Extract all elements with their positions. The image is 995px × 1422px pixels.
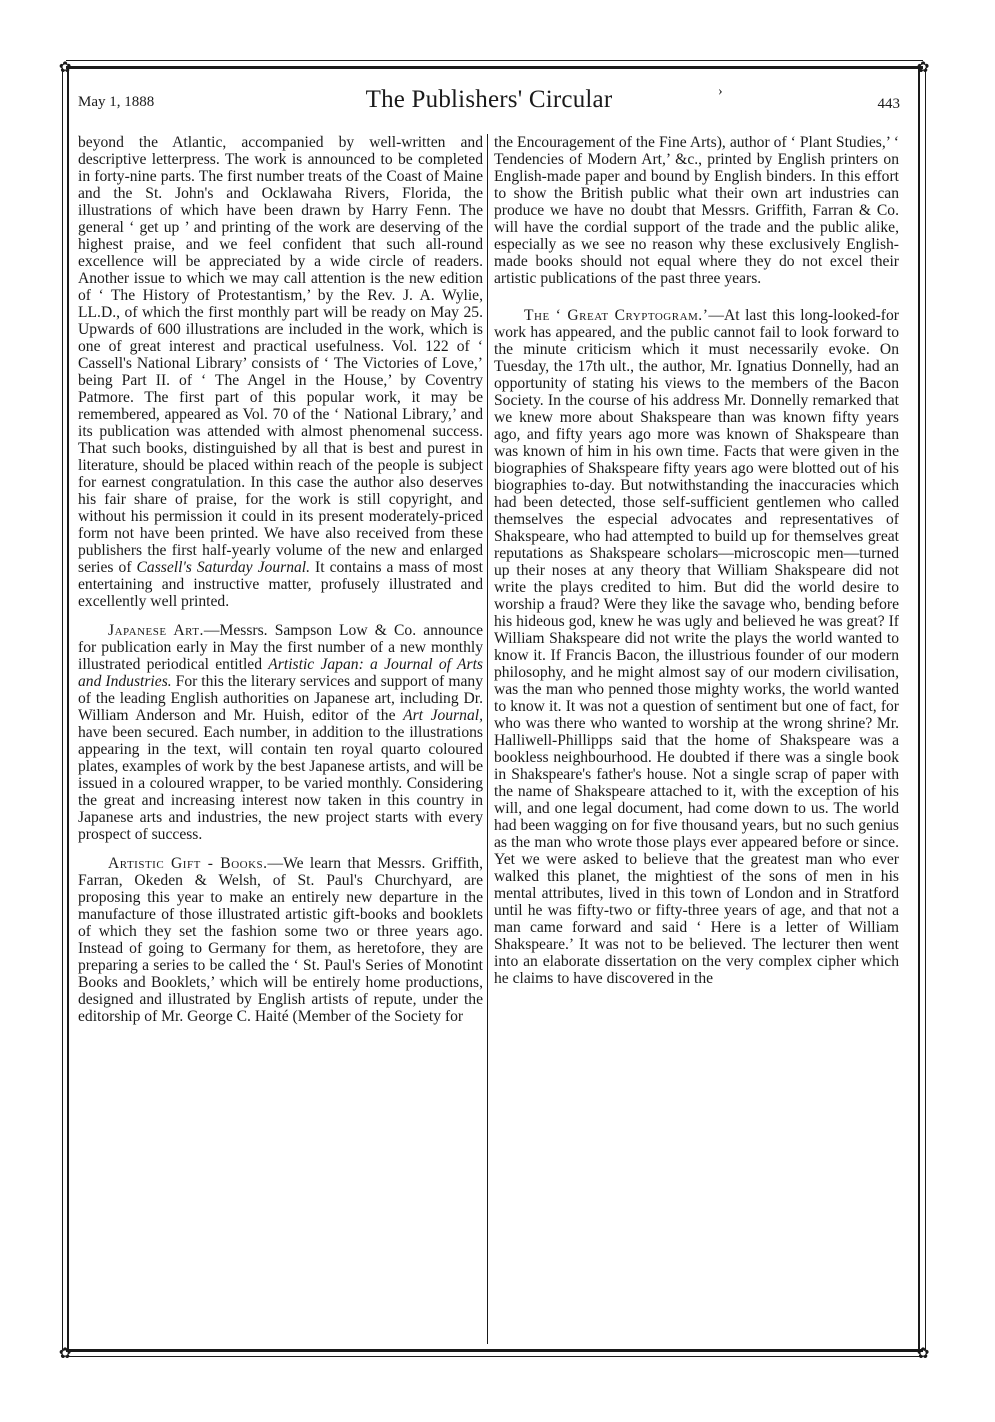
intro-text: beyond the Atlantic, accompanied by well-written and descriptive letterpress. The work is announced to be completed in forty-nine parts. The first number treats of the Coast of Maine and the St. John's and Ocklawaha Rivers, Florida, the illustrations of which have been drawn by Harry Fenn. The general ‘ get up ’ and printing of the work are deserving of the highest praise, and we feel confident that such all-round excellence will be appreciated by a wide circle of readers. Another issue to which we may call attention is the new edition of ‘ The History of Protestantism,’ by the Rev. J. A. Wylie, LL.D., of which the first monthly part will be ready on May 25. Upwards of 600 illustrations are included in the work, which is one of great interest and practical usefulness. Vol. 122 of ‘ Cassell's National Library’ consists of ‘ The Victories of Love,’ being Part II. of ‘ The Angel in the House,’ by Coventry Patmore. The first part of this popular work, it may be remembered, appeared as Vol. 70 of the ‘ National Library,’ and its publication was attended with almost phenomenal success. That such books, distinguished by all that is best and purest in literature, should be placed within reach of the people is subject for earnest congratulation. In this case the author also deserves his fair share of praise, for the work is still copyright, and without his permission it could in its present moderately-priced form not have been printed. We have also received from these publishers the first half-yearly volume of the new and enlarged series of	[78, 134, 483, 576]
section-heading-great-cryptogram: The ‘ Great Cryptogram.’	[524, 307, 709, 324]
journal-title: The Publishers' Circular	[365, 86, 613, 113]
great-cryptogram-paragraph	[494, 307, 899, 987]
left-column	[78, 134, 483, 1025]
right-rule-outer	[925, 68, 926, 1350]
intro-italic-title: Cassell's Saturday Journal.	[136, 559, 311, 576]
section-heading-artistic-gift-books: Artistic Gift - Books.	[108, 855, 268, 872]
journal-name: Art Journal,	[403, 707, 483, 724]
great-cryptogram-text: —At last this long-looked-for work has appeared, and the public cannot fail to look forward to the minute criticism which it must necessarily evoke. On Tuesday, the 17th ult., the author, Mr. Ignatius Donnelly, had an opportunity of stating his views to the members of the Bacon Society. In the course of his address Mr. Donnelly remarked that we knew more about Shakspeare than was known fifty years ago, and fifty years ago more was known of Shakspeare than was known of him in his own time. Facts that were given in the biographies of Shakspeare fifty years ago were blotted out of his biographies to-day. But notwithstanding the inaccuracies which had been detected, those self-sufficient gentlemen who called themselves the especial advocates and representatives of Shakspeare, who had attempted to build up for themselves great reputations as Shakspeare scholars—microscopic men—turned up their noses at any theory that William Shakspeare did not write the plays credited to him. But did the world desire to worship a fraud? Were they like the savage who, bending before his hideous god, knew he was ugly and believed he was great? If William Shakspeare did not write the plays the world wanted to know it. If Francis Bacon, the illustrious founder of our modern philosophy, and he might almost say of our modern civilisation, was the man who penned those mighty works, the world wanted to know it. It was not a question of sentiment but one of fact, for who was there who wanted to worship at the wrong shrine? Mr. Halliwell-Phillipps said that the home of Shakspeare was a bookless neighbourhood. He doubted if there was a single book in Shakspeare's father's house. Not a single scrap of paper with the name of Shakspeare attached to it, with the exception of his will, and one legal document, had come down to us. The world had been wagging on for five thousand years, but no such genius as the man who wrote those plays ever appeared before or since. Yet we were asked to believe that the greatest man who ever walked this planet, the mightiest of the sons of men in his mental attributes, lived in this town of London and in Stratford until he was fifty-two or fifty-three years of age, and that not a man came forward and said ‘ Here is a letter of William Shakspeare.’ It was not to be believed. The lecturer then went into an elaborate dissertation on the very complex cipher which he claims to have discovered in the	[494, 307, 899, 987]
periodical-title: Artistic Japan: a Journal of Arts and Industries.	[78, 656, 483, 690]
japanese-art-text: have been secured. Each number, in addition to the illustrations appearing in the text, will contain ten royal quarto coloured plates, examples of work by the best Japanese artists, and will be issued in a coloured wrapper, to be varied monthly. Considering the great and increasing interest now taken in this country in Japanese arts and industries, the new project starts with every prospect of success.	[78, 724, 483, 843]
continuation-paragraph: the Encouragement of the Fine Arts), author of ‘ Plant Studies,’ ‘ Tendencies of Modern Art,’ &c., printed by English printers on English-made paper and bound by English binders. In this effort to show the British public what their own art industries can produce we have no doubt that Messrs. Griffith, Farran & Co. will have the cordial support of the trade and the public alike, especially as we see no reason why these exclusively English-made books should not equal where they do not excel their artistic publications of the past three years.	[494, 134, 899, 287]
left-rule-outer	[62, 68, 63, 1350]
corner-ornament-icon: ✿	[58, 1344, 72, 1362]
japanese-art-text: For this the literary services and support of many of the leading English authorities on Japanese art, including Dr. William Anderson and Mr. Huish, editor of the	[78, 673, 483, 724]
margin-mark: ›	[718, 84, 723, 99]
top-rule-inner	[66, 66, 923, 69]
japanese-art-paragraph	[78, 622, 483, 843]
issue-date: May 1, 1888	[78, 94, 155, 110]
artistic-gift-books-paragraph	[78, 855, 483, 1025]
intro-paragraph	[78, 134, 483, 610]
intro-text-end: It contains a mass of most entertaining and instructive matter, profusely illustrated and excellently well printed.	[78, 559, 483, 610]
section-heading-japanese-art: Japanese Art.	[108, 622, 204, 639]
right-column	[494, 134, 899, 987]
bottom-rule-outer	[66, 1356, 923, 1357]
left-rule-inner	[67, 68, 69, 1350]
right-rule-inner	[918, 68, 920, 1350]
corner-ornament-icon: ✿	[916, 1344, 930, 1362]
column-divider	[487, 134, 488, 1344]
corner-ornament-icon: ✿	[916, 58, 930, 76]
artistic-gift-books-text: —We learn that Messrs. Griffith, Farran, Okeden & Welsh, of St. Paul's Churchyard, are proposing this year to make an entirely new departure in the manufacture of those illustrated artistic gift-books and booklets of which they set the fashion some two or three years ago. Instead of going to Germany for them, as heretofore, they are preparing a series to be called the ‘ St. Paul's Series of Monotint Books and Booklets,’ which will be entirely home productions, designed and illustrated by English artists of repute, under the editorship of Mr. George C. Haité (Member of the Society for	[78, 855, 483, 1025]
running-header	[78, 84, 900, 120]
japanese-art-text: —Messrs. Sampson Low & Co. announce for publication early in May the first number of a new monthly illustrated periodical entitled	[78, 622, 483, 673]
bottom-rule-inner	[66, 1349, 923, 1352]
corner-ornament-icon: ✿	[58, 58, 72, 76]
top-rule-outer	[66, 60, 923, 61]
page-number: 443	[877, 96, 900, 112]
